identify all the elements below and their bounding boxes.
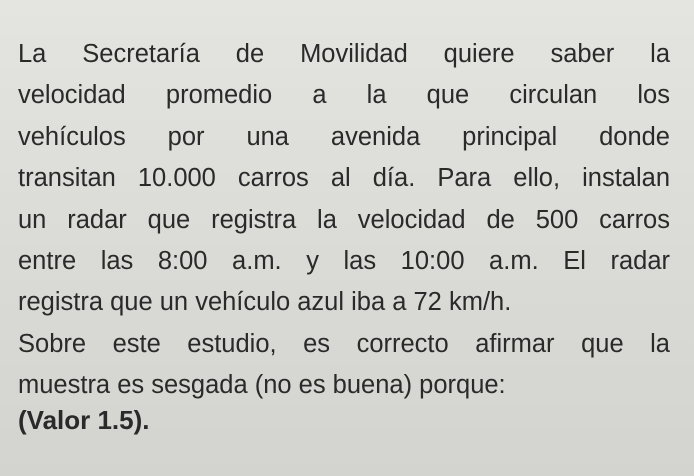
question-value: (Valor 1.5). (18, 405, 150, 435)
question-line-7: registra que un vehículo azul iba a 72 km/h. (18, 288, 512, 317)
question-line-9: muestra es sesgada (no es buena) porque: (18, 371, 506, 400)
question-line-5: un radar que registra la velocidad de 500 carros (18, 205, 670, 234)
question-line-6: entre las 8:00 a.m. y las 10:00 a.m. El radar (18, 247, 670, 276)
question-line-3: vehículos por una avenida principal donde (18, 122, 670, 151)
question-line-1: La Secretaría de Movilidad quiere saber la (18, 40, 670, 68)
question-line-2: velocidad promedio a la que circulan los (18, 81, 670, 110)
question-text (18, 34, 670, 407)
question-line-4: transitan 10.000 carros al día. Para ello, instalan (18, 164, 670, 193)
question-line-8: Sobre este estudio, es correcto afirmar que la (18, 329, 670, 358)
